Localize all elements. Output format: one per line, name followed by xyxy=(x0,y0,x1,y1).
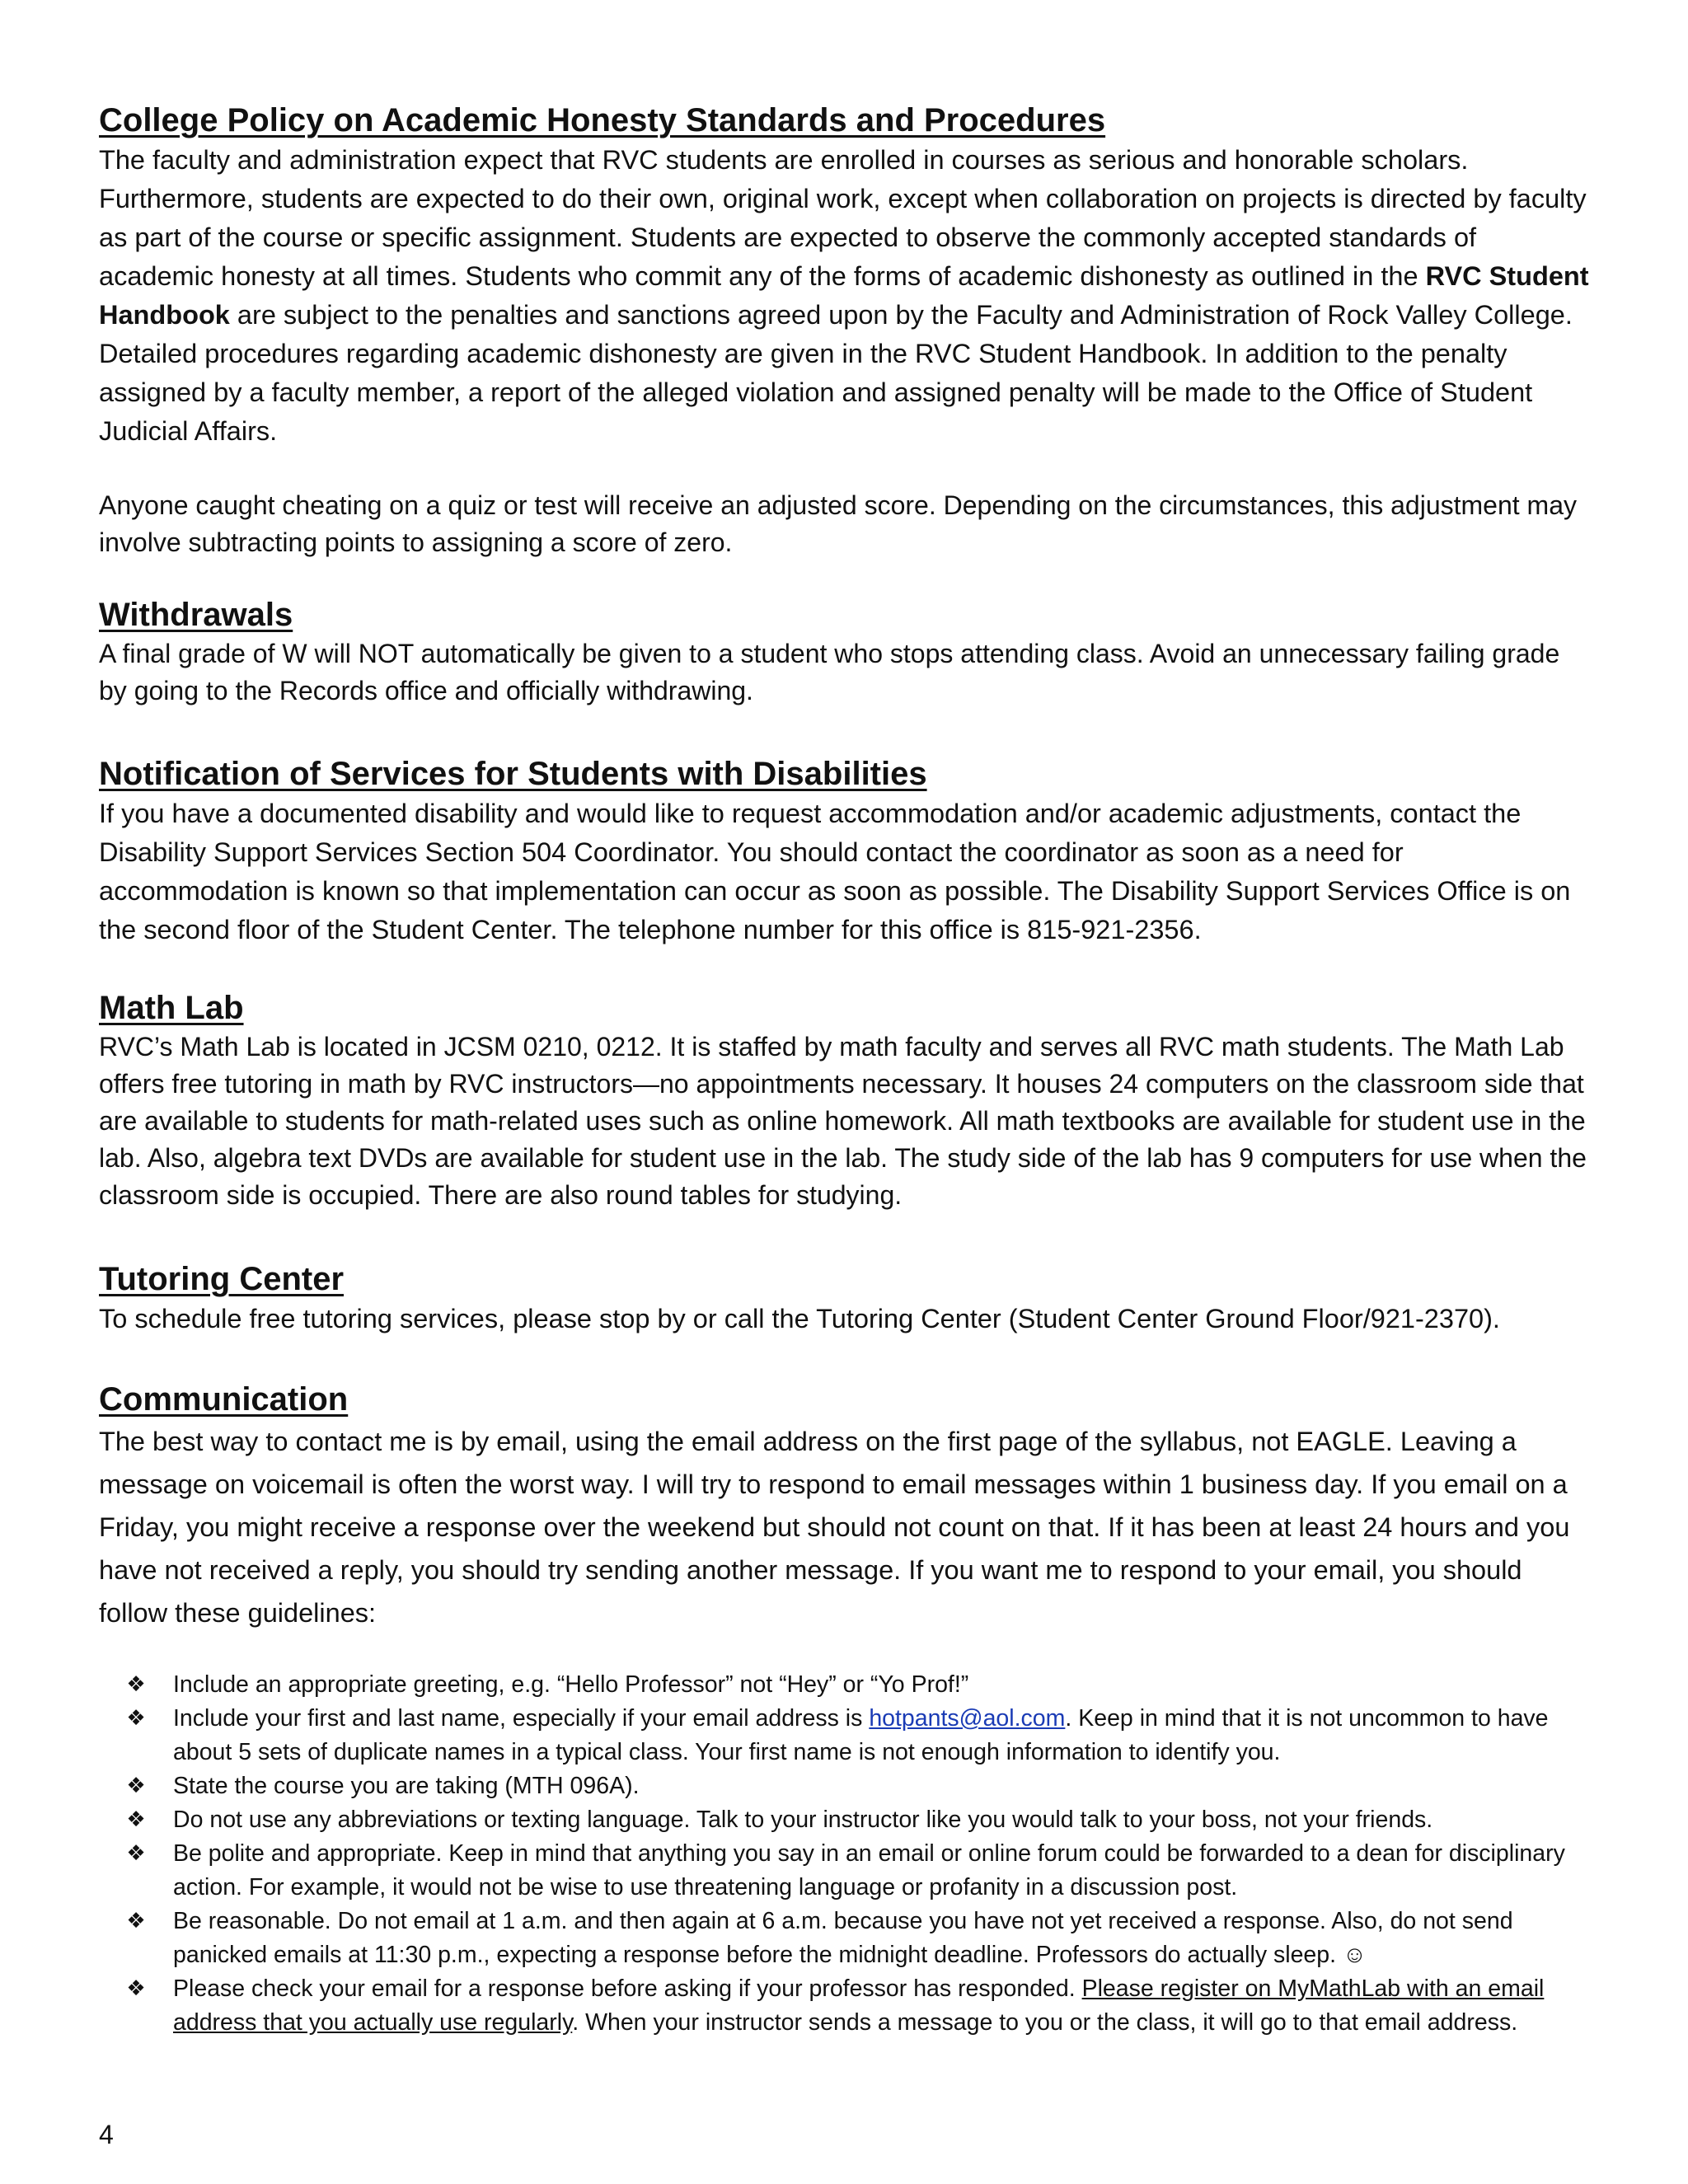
tutoring-section xyxy=(99,1258,1591,1338)
guideline-check-email-text-1: Please check your email for a response before asking if your professor has responded. xyxy=(173,1975,1082,2002)
withdrawals-paragraph: A final grade of W will NOT automatically be given to a student who stops attending class. Avoid an unnecessary failing grade by going to the Records office and officially withdrawing. xyxy=(99,639,1560,705)
disabilities-section xyxy=(99,753,1591,949)
diamond-bullet-icon: ❖ xyxy=(126,1976,146,2001)
math-lab-section xyxy=(99,987,1591,1214)
math-lab-heading: Math Lab xyxy=(99,990,244,1026)
academic-honesty-text-1: The faculty and administration expect that RVC students are enrolled in courses as serious and honorable scholars. Furthermore, students are expected to do their own, original work, except when collaboration on projects is directed by faculty as part of the course or specific assignment. Students are expected to observe the commonly accepted standards of academic honesty at all times. Students who commit any of the forms of academic dishonesty as outlined in the xyxy=(99,145,1587,291)
cheating-policy-section xyxy=(99,487,1591,561)
diamond-bullet-icon: ❖ xyxy=(126,1841,146,1866)
diamond-bullet-icon: ❖ xyxy=(126,1909,146,1933)
diamond-bullet-icon: ❖ xyxy=(126,1706,146,1731)
email-guidelines-list xyxy=(122,1668,1597,2040)
diamond-bullet-icon: ❖ xyxy=(126,1672,146,1697)
tutoring-paragraph: To schedule free tutoring services, please stop by or call the Tutoring Center (Student Center Ground Floor/921-2370). xyxy=(99,1304,1500,1333)
list-item xyxy=(122,1769,1597,1803)
guideline-name-text-2: . Keep in mind that it is not uncommon to have about 5 sets of duplicate names in a typical class. Your first name is not enough information to identify you. xyxy=(173,1705,1549,1765)
mymathlab-register-emphasis: Please register on MyMathLab with an email address that you actually use regularly xyxy=(173,1975,1545,2036)
withdrawals-section xyxy=(99,594,1591,710)
disabilities-paragraph: If you have a documented disability and would like to request accommodation and/or academic adjustments, contact the Disability Support Services Section 504 Coordinator. You should contact the coordinator as soon as a need for accommodation is known so that implementation can occur as soon as possible. The Disability Support Services Office is on the second floor of the Student Center. The telephone number for this office is 815-921-2356. xyxy=(99,799,1571,944)
page-number: 4 xyxy=(99,2120,114,2149)
disabilities-heading: Notification of Services for Students with Disabilities xyxy=(99,756,927,792)
list-item xyxy=(122,1905,1597,1972)
academic-honesty-text-2: are subject to the penalties and sanctions agreed upon by the Faculty and Administration of Rock Valley College. Detailed procedures regarding academic dishonesty are given in the RVC Student Handbook. In addition to the penalty assigned by a faculty member, a report of the alleged violation and assigned penalty will be made to the Office of Student Judicial Affairs. xyxy=(99,300,1573,446)
guideline-check-email-text-2: . When your instructor sends a message to you or the class, it will go to that email address. xyxy=(572,2009,1518,2036)
cheating-policy-paragraph: Anyone caught cheating on a quiz or test will receive an adjusted score. Depending on the circumstances, this adjustment may involve subtracting points to assigning a score of zero. xyxy=(99,490,1577,557)
list-item xyxy=(122,1668,1597,1702)
guideline-polite: Be polite and appropriate. Keep in mind that anything you say in an email or online forum could be forwarded to a dean for disciplinary action. For example, it would not be wise to use threatening language or profanity in a discussion post. xyxy=(173,1840,1565,1900)
diamond-bullet-icon: ❖ xyxy=(126,1774,146,1798)
list-item xyxy=(122,1803,1597,1837)
communication-section xyxy=(99,1379,1591,1634)
guideline-course: State the course you are taking (MTH 096A). xyxy=(173,1773,640,1799)
guideline-name-text-1: Include your first and last name, especially if your email address is xyxy=(173,1705,870,1732)
guideline-abbreviations: Do not use any abbreviations or texting language. Talk to your instructor like you would talk to your boss, not your friends. xyxy=(173,1807,1433,1833)
list-item xyxy=(122,1702,1597,1769)
withdrawals-heading: Withdrawals xyxy=(99,597,293,633)
tutoring-heading: Tutoring Center xyxy=(99,1261,345,1297)
academic-honesty-paragraph xyxy=(99,141,1591,451)
academic-honesty-heading: College Policy on Academic Honesty Standards and Procedures xyxy=(99,102,1106,138)
example-email-link[interactable]: hotpants@aol.com xyxy=(869,1705,1066,1732)
guideline-reasonable: Be reasonable. Do not email at 1 a.m. and then again at 6 a.m. because you have not yet received a response. Also, do not send panicked emails at 11:30 p.m., expecting a response before the midnight deadline. Professors do actually sleep. ☺ xyxy=(173,1908,1513,1968)
communication-paragraph: The best way to contact me is by email, using the email address on the first page of the syllabus, not EAGLE. Leaving a message on voicemail is often the worst way. I will try to respond to email messages within 1 business day. If you email on a Friday, you might receive a response over the weekend but should not count on that. If it has been at least 24 hours and you have not received a reply, you should try sending another message. If you want me to respond to your email, you should follow these guidelines: xyxy=(99,1427,1570,1628)
student-handbook-emphasis: RVC Student Handbook xyxy=(99,261,1589,330)
list-item xyxy=(122,1972,1597,2040)
list-item xyxy=(122,1837,1597,1905)
academic-honesty-section xyxy=(99,100,1591,451)
math-lab-paragraph: RVC’s Math Lab is located in JCSM 0210, 0212. It is staffed by math faculty and serves all RVC math students. The Math Lab offers free tutoring in math by RVC instructors—no appointments necessary. It houses 24 computers on the classroom side that are available to students for math-related uses such as online homework. All math textbooks are available for student use in the lab. Also, algebra text DVDs are available for student use in the lab. The study side of the lab has 9 computers for use when the classroom side is occupied. There are also round tables for studying. xyxy=(99,1032,1587,1210)
communication-heading: Communication xyxy=(99,1381,349,1418)
guideline-greeting: Include an appropriate greeting, e.g. “Hello Professor” not “Hey” or “Yo Prof!” xyxy=(173,1671,969,1698)
diamond-bullet-icon: ❖ xyxy=(126,1807,146,1832)
